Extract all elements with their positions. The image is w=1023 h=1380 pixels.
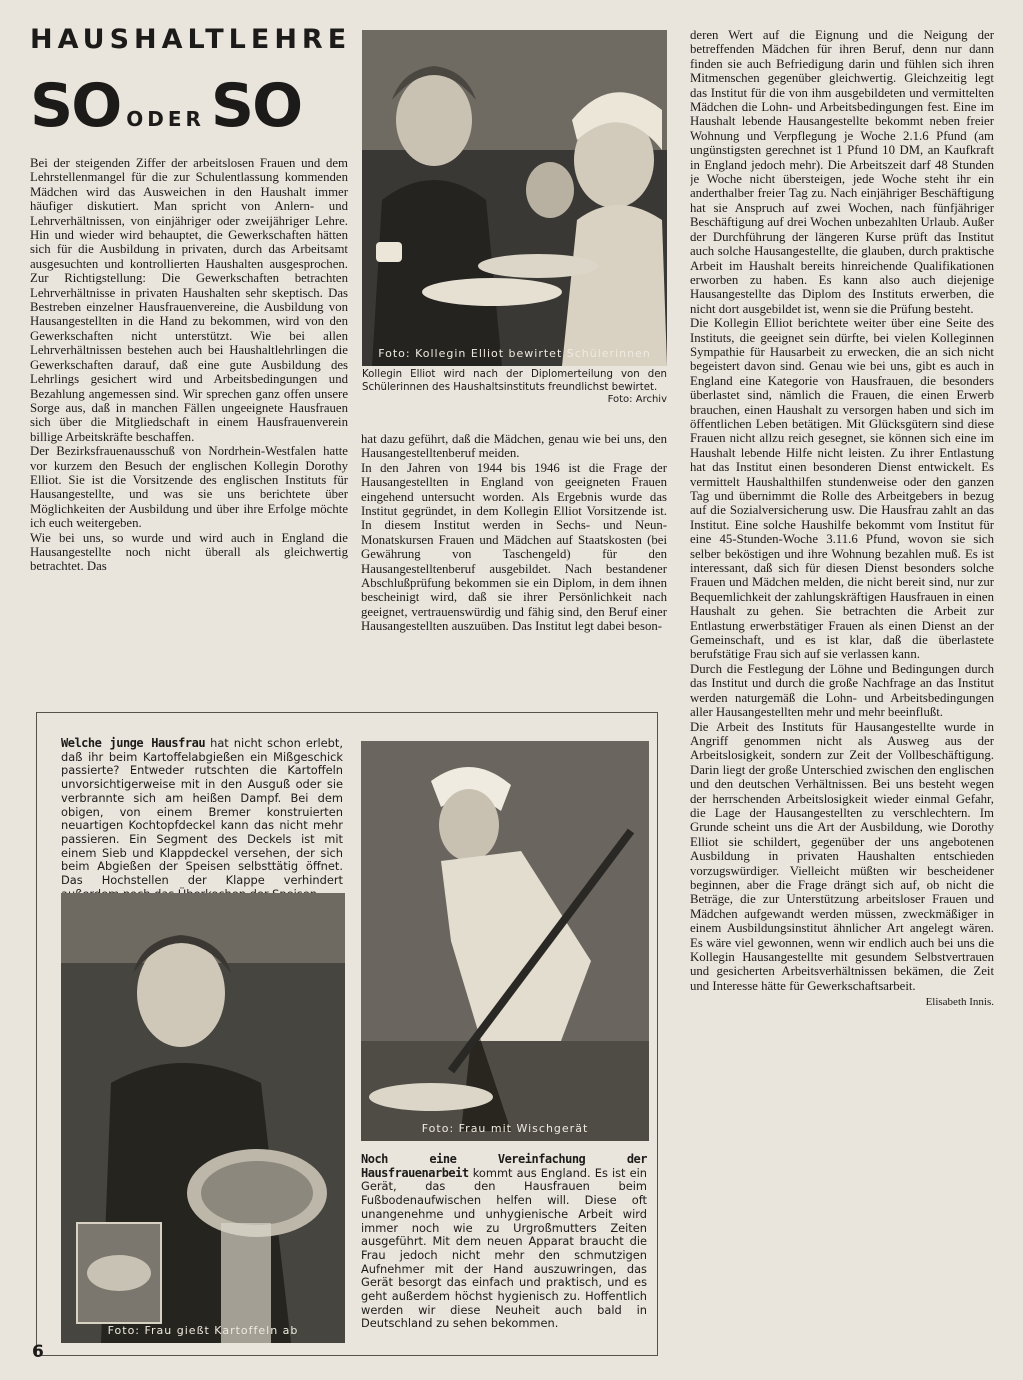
tip-pot-lid-title: Welche junge Hausfrau (61, 736, 206, 750)
photo-elliot-illustration (362, 30, 667, 366)
col1-paragraph-3: Wie bei uns, so wurde und wird auch in England die Hausangestellte noch nicht überall als gleichwertig betrachtet. Das (30, 530, 348, 574)
col2-paragraph-2: In den Jahren von 1944 bis 1946 ist die Frage der Hausangestellten in England von geeigneten Frauen eingehend untersucht worden. Als Ergebnis wurde das Institut gegründet, in dem Kollegin Elliot Vorsitzende ist. In diesem Institut werden in Sechs- und Neun-Monatskursen Frauen und Mädchen auf Staatskosten (bei Gewährung von Taschengeld) für den Hausangestelltenberuf ausgebildet. Nach bestandener Abschlußprüfung bekommen sie ein Diplom, in dem ihnen bescheinigt wird, daß sie ihrer Persönlichkeit nach geeignet, vertrauenswürdig und fähig sind, den Beruf einer Hausangestellten auszuüben. Das Institut legt dabei beson- (361, 460, 667, 634)
col2-paragraph-1: hat dazu geführt, daß die Mädchen, genau wie bei uns, den Hausangestelltenberuf meiden. (361, 432, 667, 461)
headline-so-left: SO (30, 71, 121, 141)
photo-credit: Foto: Archiv (607, 394, 667, 405)
photo-elliot-label: Foto: Kollegin Elliot bewirtet Schülerinnen (378, 347, 651, 360)
page-number: 6 (32, 1342, 44, 1362)
tip-floor-wiper-text: kommt aus England. Es ist ein Gerät, das den Hausfrauen beim Fußbodenaufwischen helfen will. Diese oft unangenehme und unhygienische Arbeit wird immer noch wie zu Urgroßmutters Zeiten ausgeführt. Mit dem neuen Apparat braucht die Frau jedoch nicht mehr den schmutzigen Aufnehmer mit der Hand auszuwringen, das Gerät besorgt das einfach und praktisch, und es geht außerdem höchst hygienisch zu. Hoffentlich werden wir diese Neuheit auch bald in Deutschland zu sehen bekommen. (361, 1165, 647, 1331)
col3-paragraph-1: deren Wert auf die Eignung und die Neigung der betreffenden Mädchen für ihren Beruf, denn nur dann finden sie auch Befriedigung darin und fühlen sich ihren Mitmenschen gegenüber gleichwertig. Gleichzeitig legt das Institut für die von ihm ausgebildeten und vermittelten Mädchen die Lohn- und Arbeitsbedingungen fest. Eine im Haushalt lebende Hausangestellte bekommt neben freier Wohnung und Verpflegung je Woche 2.1.6 Pfund (am ungünstigsten gerechnet ist 1 Pfund 10 DM, an Kaufkraft in England jedoch mehr). Die Arbeitszeit darf 48 Stunden je Woche nicht übersteigen, jede Woche steht ihr ein anderthalber freier Tag zu. Nach einjähriger Beschäftigung hat sie Anspruch auf zwei Wochen, nach fünfjähriger Beschäftigung auf drei Wochen unbezahlten Urlaub. Außer der Durchführung der längeren Kurse prüft das Institut auch solche Hausangestellte, die glauben, durch praktische Arbeit im Haushalt bereits hinreichende Qualifikationen erworben zu haben. Es kann also auch diejenige Hausangestellte das Diplom des Instituts erwerben, die nicht dort ausgebildet ist, wenn sie die Prüfung besteht. (690, 28, 994, 316)
caption-text: Kollegin Elliot wird nach der Diplomerteilung von den Schülerinnen des Haushaltsinstituts freundlichst bewirtet. (362, 369, 667, 393)
photo-woman-draining-pot (61, 893, 345, 1343)
photo-mop-label: Foto: Frau mit Wischgerät (421, 1122, 589, 1135)
photo-woman-floor-wiper (361, 741, 649, 1141)
author-signature: Elisabeth Innis. (925, 996, 994, 1009)
headline-so-right: SO (210, 71, 302, 141)
photo-elliot-serving (362, 30, 667, 366)
article-column-3 (690, 28, 994, 1364)
article-kicker: HAUSHALTLEHRE (30, 24, 352, 55)
photo-mop-illustration (361, 741, 649, 1141)
photo-elliot-caption (362, 369, 667, 407)
col3-paragraph-4: Die Arbeit des Instituts für Hausangestellte wurde in Angriff genommen nicht als Ausweg aus der Arbeitslosigkeit, sondern zur Zeit der Vollbeschäftigung. Darin liegt der große Unterschied zwischen den englischen und den deutschen Verhältnissen. Bei uns besteht wegen der herrschenden Arbeitslosigkeit wieder einmal Gefahr, die Lage der Hausangestellten zu verschlechtern. Im Grunde scheint uns die Art der Ausbildung, wie Dorothy Elliot sie schildert, gegenüber der uns angebotenen Ausbildung in privaten Haushalten entschieden vorzugswürdiger. Vielleicht müßten wir bescheidener beginnen, aber die Frage drängt sich auf, ob nicht die Beträge, die zur Unterstützung arbeitsloser Frauen und Mädchen aufgewandt werden müssen, zweckmäßiger in einem Ausbildungsinstitut ähnlicher Art angelegt wären. Es wäre viel gewonnen, wenn wir endlich auch bei uns die Kollegin Hausangestellte mit gesundem Selbstvertrauen und gesicherten Arbeitsverhältnissen bekämen, die Zeit und Interesse hätte für Gewerkschaftsarbeit. (690, 719, 994, 993)
col3-paragraph-3: Durch die Festlegung der Löhne und Bedingungen durch das Institut und durch die große Nachfrage an das Institut werden naturgemäß die Lohn- und Arbeitsbedingungen aller Hausangestellten mehr und mehr beeinflußt. (690, 661, 994, 720)
household-tips-box (36, 712, 658, 1356)
tip-floor-wiper (361, 1153, 647, 1331)
headline-oder: ODER (126, 107, 205, 131)
photo-pan-label: Foto: Frau gießt Kartoffeln ab (107, 1324, 299, 1337)
article-column-2 (361, 432, 667, 698)
col1-paragraph-1: Bei der steigenden Ziffer der arbeitslosen Frauen und dem Lehrstellenmangel für die zur Schulentlassung kommenden Mädchen wird das Ausweichen in den Haushalt immer häufiger diskutiert. Man spricht von Anlern- und Lehrverhältnissen, von einjähriger oder zweijähriger Lehre. Hin und wieder wird behauptet, die Gewerkschaften hätten sich für die Ausbildung in privaten, durch das Arbeitsamt ausgesuchten und kontrollierten Haushalten ausgesprochen. Zur Richtigstellung: Die Gewerkschaften betrachten Lehrverhältnisse in privaten Haushalten sehr skeptisch. Das Bestreben einzelner Hausfrauenvereine, die Ausbildung von Hausangestellten in die Hand zu bekommen, wird von den Gewerkschaften nicht unterstützt. Wie bei allen Lehrverhältnissen bestehen auch bei Haushaltlehrlingen die Gewerkschaften darauf, daß eine gute Ausbildung des Lehrlings gesichert wird und Arbeitsbedingungen und Bezahlung angemessen sind. Wir sprechen ganz offen unsere Sorge aus, daß in manchen Fällen ungeeignete Hausfrauen sich über die Mitgliedschaft in einem Hausfrauenverein billige Arbeitskräfte beschaffen. (30, 156, 348, 444)
article-headline (30, 66, 350, 146)
tip-pot-lid (61, 737, 343, 901)
tip-pot-lid-text: hat nicht schon erlebt, daß ihr beim Kartoffelabgießen ein Mißgeschick passierte? Entweder rutschten die Kartoffeln unvorsichtigerweise mit in den Ausguß oder sie verbrannte sich am heißen Dampf. Bei dem obigen, von einem Bremer konstruierten neuartigen Kochtopfdeckel kann das nicht mehr passieren. Ein Segment des Deckels ist mit einem Sieb und Klappdeckel versehen, der sich beim Abgießen der Speisen selbsttätig öffnet. Das Hochstellen der Klappe verhindert (61, 736, 344, 888)
tip-floor-wiper-title: Noch eine Vereinfachung der Hausfrauenarbeit (361, 1152, 647, 1180)
col1-paragraph-2: Der Bezirksfrauenausschuß von Nordrhein-Westfalen hatte vor kurzem den Besuch der englischen Kollegin Dorothy Elliot. Sie ist die Vorsitzende des englischen Instituts für Hausangestellte, und was sie uns berichtete über Möglichkeiten der Ausbildung und über ihre Erfolge möchte ich euch weitergeben. (30, 444, 348, 531)
article-column-1 (30, 156, 348, 696)
col3-paragraph-2: Die Kollegin Elliot berichtete weiter über eine Seite des Instituts, die geeignet sein dürfte, bei vielen Kolleginnen Sympathie für Hausarbeit zu erwecken, die an sich nicht begeistert davon sind. Genau wie bei uns, gibt es auch in England eine Kategorie von Hausfrauen, die besonders überlastet sind, nämlich die Frauen, die einen Erwerb brauchen, einen Haushalt zu versorgen haben und sich im öffentlichen Leben betätigen. Mit Glücksgütern sind diese Frauen nicht allzu reich gesegnet, sie können sich eine im Haushalt lebende Hilfe nicht leisten. Zu ihrer Entlastung hat das Institut einen besonderen Dienst entwickelt. Es vermittelt Haushalthilfen stundenweise oder den ganzen Tag und übernimmt die Rolle des Arbeitgebers in bezug auf die Sozialversicherung usw. Die Hausfrau zahlt an das Institut. Eine solche Haushilfe bekommt vom Institut für eine 45-Stunden-Woche 3.11.6 Pfund, wovon sie sich selber beköstigen und ihre Wohnung bezahlen muß. Es ist interessant, daß sich für diesen Dienst besonders solche Frauen und Mädchen melden, die nicht bereit sind, nur zur Bequemlichkeit der zahlungskräftigen Hausfrauen in einen Haushalt zu gehen. Sie betrachten die Arbeit zur Entlastung erwerbstätiger Frauen als einen Dienst an der Gemeinschaft, und es ist klar, daß die überlastete berufstätige Frau sich auf sie verlassen kann. (690, 316, 994, 662)
photo-pan-illustration (61, 893, 345, 1343)
